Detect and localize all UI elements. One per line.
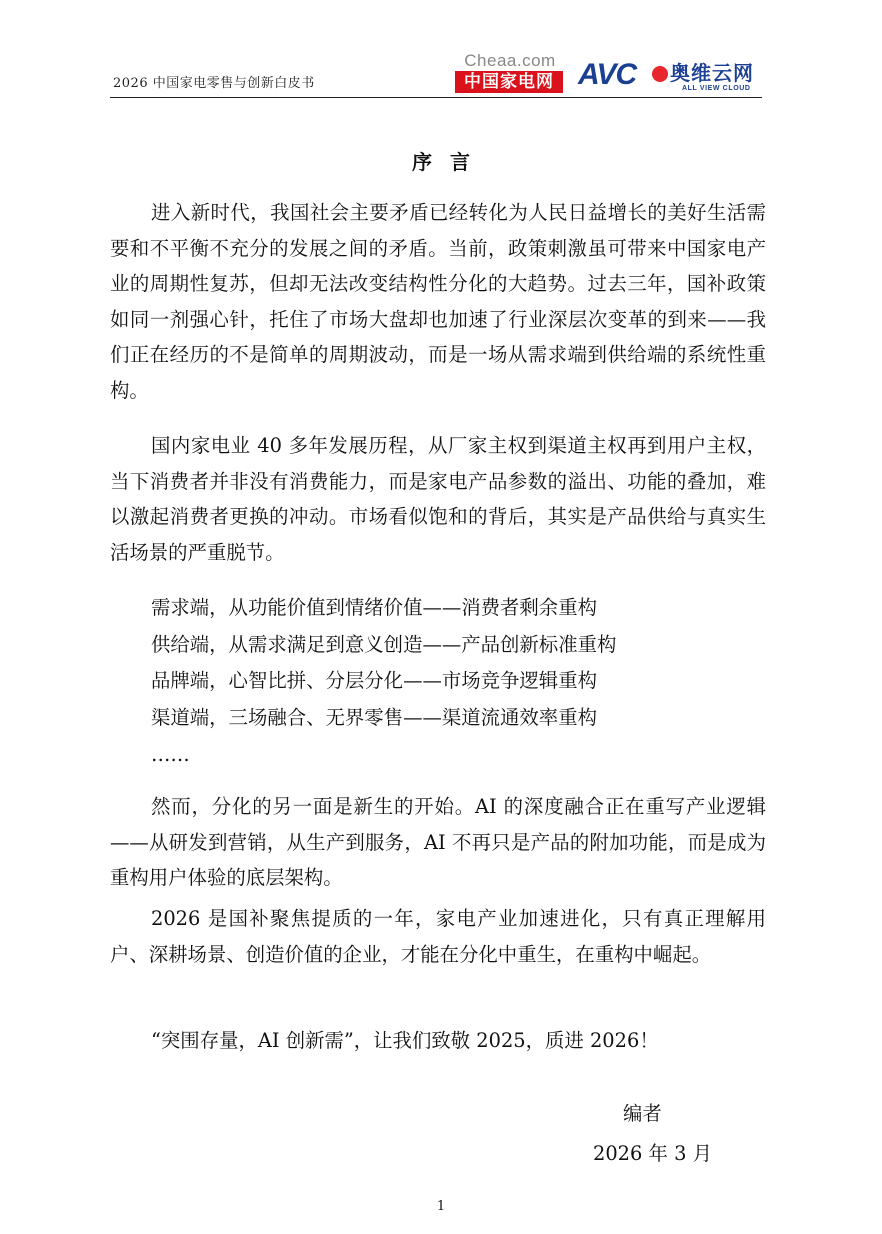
avc-logo-mark: AVC bbox=[578, 58, 637, 91]
paragraph-1: 进入新时代，我国社会主要矛盾已经转化为人民日益增长的美好生活需要和不平衡不充分的发展之间的矛盾。当前，政策刺激虽可带来中国家电产业的周期性复苏，但却无法改变结构性分化的大趋势。过去三年，国补政策如同一剂强心针，托住了市场大盘却也加速了行业深层次变革的到来——我们正在经历的不是简单的周期波动，而是一场从需求端到供给端的系统性重构。 bbox=[110, 201, 766, 402]
page-number: 1 bbox=[436, 1199, 446, 1214]
list-item: 需求端，从功能价值到情绪价值——消费者剩余重构 bbox=[151, 596, 597, 619]
paragraph-2: 国内家电业 40 多年发展历程，从厂家主权到渠道主权再到用户主权，当下消费者并非没有消费能力，而是家电产品参数的溢出、功能的叠加，难以激起消费者更换的冲动。市场看似饱和的背后，其实是产品供给与真实生活场景的严重脱节。 bbox=[110, 434, 766, 564]
cheaa-logo-en: Cheaa.com bbox=[464, 51, 556, 70]
avc-logo-cn: 奥维云网 bbox=[670, 61, 754, 85]
paragraph-3: 然而，分化的另一面是新生的开始。AI 的深度融合正在重写产业逻辑——从研发到营销，从生产到服务，AI 不再只是产品的附加功能，而是成为重构用户体验的底层架构。 bbox=[110, 795, 766, 890]
avc-logo bbox=[578, 56, 768, 96]
list-item: 渠道端，三场融合、无界零售——渠道流通效率重构 bbox=[151, 706, 597, 729]
header-title: 2026 中国家电零售与创新白皮书 bbox=[113, 76, 315, 91]
paragraph-4: 2026 是国补聚焦提质的一年，家电产业加速进化，只有真正理解用户、深耕场景、创造价值的企业，才能在分化中重生，在重构中崛起。 bbox=[110, 907, 766, 966]
cheaa-logo-cn: 中国家电网 bbox=[455, 71, 563, 93]
avc-logo-en: ALL VIEW CLOUD bbox=[682, 85, 751, 92]
paragraph-5: “突围存量，AI 创新需”，让我们致敬 2025，质进 2026！ bbox=[151, 1029, 659, 1052]
page-title: 序言 bbox=[412, 150, 488, 174]
cheaa-logo bbox=[455, 52, 565, 94]
list-item: 供给端，从需求满足到意义创造——产品创新标准重构 bbox=[151, 633, 617, 656]
signature-editor: 编者 bbox=[623, 1102, 662, 1125]
avc-logo-dot-icon bbox=[652, 66, 668, 82]
header-divider bbox=[110, 97, 762, 98]
list-ellipsis: …… bbox=[151, 743, 190, 766]
list-item: 品牌端，心智比拼、分层分化——市场竞争逻辑重构 bbox=[151, 669, 597, 692]
signature-date: 2026 年 3 月 bbox=[593, 1142, 712, 1165]
